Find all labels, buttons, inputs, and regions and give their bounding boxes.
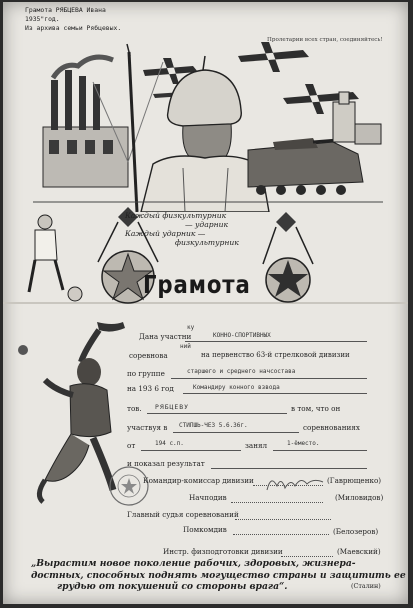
signature-line xyxy=(235,519,331,520)
r5-underline xyxy=(147,413,287,414)
certificate-title: Грамота xyxy=(143,270,251,299)
r1-label: Дана участни xyxy=(139,332,192,341)
r3-underline xyxy=(171,378,367,379)
archive-note-line: 1935"год. xyxy=(25,15,60,23)
r7-fill-unit: 194 с.п. xyxy=(155,440,184,447)
soldier-illustration xyxy=(33,42,383,212)
signature-role: Командир-комиссар дивизии xyxy=(143,476,254,485)
archive-note-line: Грамота РЯБЦЕВА Ивана xyxy=(25,6,106,14)
r5-label: тов. xyxy=(127,404,142,413)
r5-tail: в том, что он xyxy=(291,404,341,413)
signature-role: Начподив xyxy=(189,493,227,502)
r2-fill-suffix: ний xyxy=(180,343,191,350)
r1-fill-event: КОННО-СПОРТИВНЫХ xyxy=(213,332,271,339)
r2-label: соревнова xyxy=(129,351,168,360)
r1-underline xyxy=(185,341,367,342)
quote-line: достных, способных поднять могущество страны и защитить ее xyxy=(31,569,406,581)
r8-label: и показал результат xyxy=(127,459,205,468)
r3-label: по группе xyxy=(127,369,165,378)
r6-label: участвуя в xyxy=(127,423,168,432)
r7-mid: занял xyxy=(245,441,268,450)
r4-label: на 193 6 год xyxy=(127,384,174,393)
archive-note-line: Из архива семьи Рябцевых. xyxy=(25,24,122,32)
commander-signature xyxy=(265,472,325,494)
r7-fill-place: 1-ёместо. xyxy=(287,440,320,447)
r4-fill-position: Командиру конного взвода xyxy=(193,384,280,391)
signature-name: (Белозеров) xyxy=(333,527,379,536)
r7-underline-unit xyxy=(141,450,241,451)
signature-role: Помкомдив xyxy=(183,525,227,534)
signature-name: (Миловидов) xyxy=(335,493,384,502)
quote-line: грудью от покушений со стороны врага“. xyxy=(57,581,288,592)
motto-line: Каждый ударник — xyxy=(125,229,206,238)
quote-line: „Вырастим новое поколение рабочих, здоровых, жизнера- xyxy=(31,558,356,569)
r1-fill-suffix: ку xyxy=(187,324,195,331)
r5-fill-name: РЯБЦЕВУ xyxy=(155,403,189,411)
unit-stamp xyxy=(107,464,151,508)
quote-author: (Сталин) xyxy=(351,582,381,590)
signature-name: (Маевский) xyxy=(337,547,381,556)
signature-line xyxy=(233,534,329,535)
r6-fill-competition: СТИПШЬ-ЧЕЗ 5.6.36г. xyxy=(179,422,248,429)
r6-tail: соревнованиях xyxy=(303,423,360,432)
r8-underline xyxy=(211,468,367,469)
motto-line: Каждый физкультурник xyxy=(125,211,227,220)
signature-role: Главный судья соревнований xyxy=(127,510,239,519)
motto-line: — ударник xyxy=(185,220,229,229)
certificate-sheet xyxy=(3,2,408,604)
r4-underline xyxy=(183,393,367,394)
signature-name: (Гаврющенко) xyxy=(327,476,382,485)
slogan-top: Пролетарии всех стран, соединяйтесь! xyxy=(267,37,383,43)
signature-role: Инстр. физподготовки дивизии xyxy=(163,547,283,556)
signature-line xyxy=(281,556,333,557)
r7-underline-place xyxy=(273,450,367,451)
r3-fill-group: старшего и среднего начсостава xyxy=(187,368,296,375)
motto-line: физкультурник xyxy=(175,238,239,247)
archive-note xyxy=(25,6,121,33)
r6-underline xyxy=(173,432,299,433)
motto-block xyxy=(125,211,239,247)
signature-line xyxy=(231,502,323,503)
r2-text: на первенство 63-й стрелковой дивизии xyxy=(201,351,350,359)
r7-label: от xyxy=(127,441,136,450)
quote-block xyxy=(31,558,406,593)
